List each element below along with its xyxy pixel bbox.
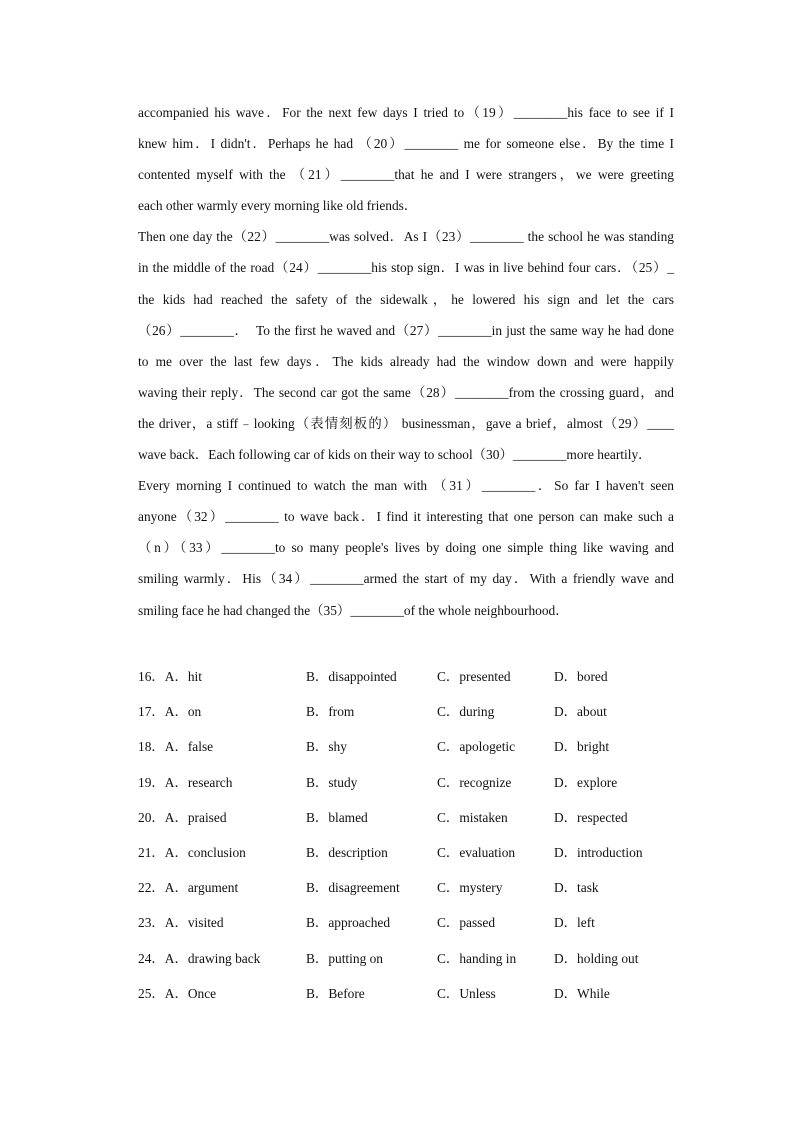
question-row	[138, 905, 698, 940]
passage-line: waving their reply．The second car got the same（28）________from the crossing guard，and	[138, 384, 674, 400]
question-row	[138, 870, 698, 905]
passage-line: in the middle of the road（24）________his stop sign．I was in live behind four cars．（25）_	[138, 260, 674, 276]
question-row	[138, 659, 698, 694]
option-c: C．during	[437, 704, 495, 720]
option-c: C．evaluation	[437, 844, 516, 860]
option-b: B．Before	[306, 985, 365, 1001]
passage-line: accompanied his wave．For the next few days I tried to（19）________his face to see if I	[138, 105, 674, 120]
option-c: C．passed	[437, 915, 496, 931]
passage-line: each other warmly every morning like old friends．	[138, 198, 418, 214]
option-b: B．description	[306, 844, 388, 860]
question-row	[138, 976, 698, 1011]
passage-line: Then one day the（22）________was solved．As I（23）________ the school he was standing	[138, 229, 674, 245]
option-d: D．holding out	[554, 950, 639, 966]
option-b: B．disappointed	[306, 669, 397, 684]
passage-line: the driver，a stiff﹣looking（表情刻板的） businessman，gave a brief，almost（29）____	[138, 415, 674, 431]
passage-line: wave back．Each following car of kids on their way to school（30）________more heartily．	[138, 447, 652, 463]
option-a: 16．A．hit	[138, 669, 202, 684]
option-d: D．introduction	[554, 844, 643, 860]
option-a: 17．A．on	[138, 704, 202, 720]
option-a: 18．A．false	[138, 739, 214, 755]
option-c: C．Unless	[437, 985, 496, 1001]
passage-line: （n）（33）________to so many people's lives by doing one simple thing like waving and	[138, 540, 674, 556]
option-d: D．left	[554, 915, 595, 931]
passage-line: to me over the last few days．The kids already had the window down and were happily	[138, 353, 674, 369]
option-b: B．study	[306, 774, 358, 790]
option-a: 22．A．argument	[138, 880, 239, 896]
option-c: C．presented	[437, 669, 511, 684]
option-a: 25．A．Once	[138, 985, 217, 1001]
option-c: C．recognize	[437, 774, 512, 790]
option-b: B．disagreement	[306, 880, 400, 896]
passage-line: smiling face he had changed the（35）________of the whole neighbourhood．	[138, 602, 569, 618]
question-row	[138, 765, 698, 800]
passage-line: anyone（32）________ to wave back．I find it interesting that one person can make such a	[138, 509, 674, 525]
passage-line: （26）________． To the first he waved and（27）________in just the same way he had done	[138, 322, 674, 338]
option-b: B．putting on	[306, 950, 384, 966]
option-c: C．handing in	[437, 950, 517, 966]
cloze-passage	[138, 97, 674, 626]
question-row	[138, 835, 698, 870]
question-row	[138, 729, 698, 764]
option-c: C．mistaken	[437, 809, 508, 825]
option-d: D．bored	[554, 669, 608, 684]
passage-line: the kids had reached the safety of the sidewalk，he lowered his sign and let the cars	[138, 291, 674, 307]
option-d: D．about	[554, 704, 607, 720]
question-row	[138, 941, 698, 976]
passage-line: Every morning I continued to watch the man with （31）________．So far I haven't seen	[138, 478, 674, 494]
option-c: C．mystery	[437, 880, 503, 896]
option-a: 19．A．research	[138, 774, 233, 790]
passage-line: contented myself with the （21）________that he and I were strangers，we were greeting	[138, 167, 674, 183]
option-d: D．task	[554, 880, 599, 896]
option-c: C．apologetic	[437, 739, 516, 755]
option-b: B．shy	[306, 739, 347, 755]
question-row	[138, 800, 698, 835]
passage-line: smiling warmly．His（34）________armed the start of my day．With a friendly wave and	[138, 571, 674, 587]
option-a: 21．A．conclusion	[138, 844, 246, 860]
option-d: D．While	[554, 985, 610, 1001]
passage-line: knew him．I didn't．Perhaps he had （20）________ me for someone else．By the time I	[138, 136, 674, 152]
option-a: 20．A．praised	[138, 809, 227, 825]
answer-options	[138, 659, 698, 1011]
option-a: 23．A．visited	[138, 915, 224, 931]
option-a: 24．A．drawing back	[138, 950, 261, 966]
option-b: B．from	[306, 704, 355, 720]
option-d: D．explore	[554, 774, 618, 790]
option-d: D．respected	[554, 809, 628, 825]
option-b: B．approached	[306, 915, 391, 931]
option-d: D．bright	[554, 739, 610, 755]
option-b: B．blamed	[306, 809, 368, 825]
question-row	[138, 694, 698, 729]
